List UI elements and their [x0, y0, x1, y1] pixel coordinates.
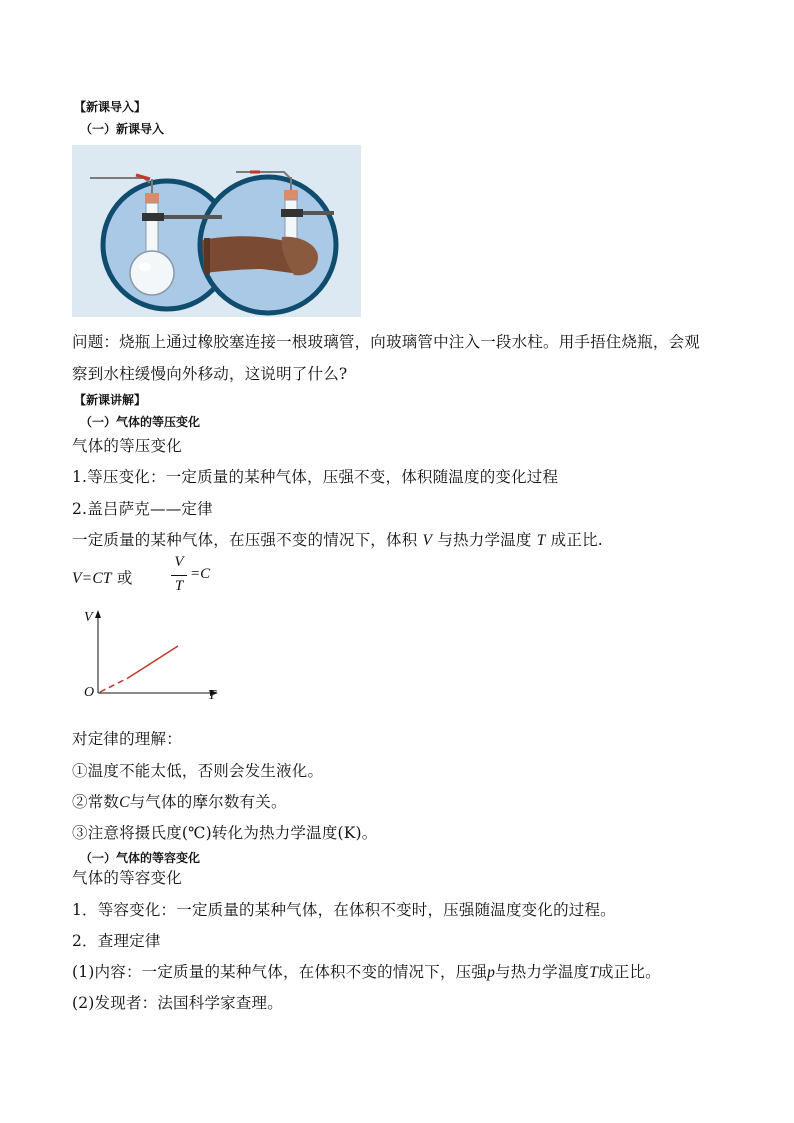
- gay-lussac-statement: [72, 528, 603, 550]
- section-heading-new-lesson-intro: 【新课导入】: [74, 100, 147, 114]
- graph-axis-v-label: V: [84, 610, 93, 625]
- formula-or: 或: [116, 569, 133, 587]
- understanding-point-3: ③注意将摄氏度(℃)转化为热力学温度(K)。: [72, 824, 378, 842]
- understanding-title: 对定律的理解：: [72, 730, 182, 748]
- isobaric-point-1: 1.等压变化：一定质量的某种气体，压强不变，体积随温度的变化过程: [72, 468, 559, 486]
- statement-part-c: 成正比.: [550, 531, 603, 549]
- symbol-t-2: T: [589, 964, 599, 981]
- graph-origin-label: O: [84, 685, 95, 700]
- subsection-heading-isobaric: （一）气体的等压变化: [80, 415, 201, 429]
- isochoric-content-c: 成正比。: [598, 963, 661, 981]
- symbol-t: T: [536, 532, 546, 549]
- subsection-heading-isochoric: （一）气体的等容变化: [80, 851, 201, 865]
- question-line-2: 察到水柱缓慢向外移动，这说明了什么?: [72, 365, 348, 383]
- isobaric-point-2: 2.盖吕萨克——定律: [72, 500, 213, 518]
- fraction-numerator: V: [174, 554, 184, 570]
- isochoric-content-b: 与热力学温度: [495, 963, 590, 981]
- formula-v-eq-ct: V=CT: [72, 570, 112, 587]
- question-line-1: 问题：烧瓶上通过橡胶塞连接一根玻璃管，向玻璃管中注入一段水柱。用手捂住烧瓶，会观: [72, 333, 701, 351]
- formula-v-ct: [72, 566, 133, 588]
- isochoric-content-a: (1)内容：一定质量的某种气体，在体积不变的情况下，压强: [72, 963, 488, 981]
- symbol-p: p: [487, 964, 496, 981]
- statement-part-b: 与热力学温度: [437, 531, 532, 549]
- flask-illustration: [72, 145, 361, 317]
- understanding-point-2: [72, 790, 287, 812]
- understanding-point-2-a: ②常数: [72, 793, 120, 811]
- statement-part-a: 一定质量的某种气体，在压强不变的情况下，体积: [72, 531, 418, 549]
- understanding-point-1: ①温度不能太低，否则会发生液化。: [72, 762, 324, 780]
- symbol-c: C: [119, 794, 130, 811]
- symbol-v: V: [422, 532, 433, 549]
- isochoric-content: [72, 960, 661, 982]
- v-t-graph: [78, 608, 228, 708]
- isochoric-point-1: 1．等容变化：一定质量的某种气体，在体积不变时，压强随温度变化的过程。: [72, 901, 616, 919]
- isochoric-point-2: 2．查理定律: [72, 932, 161, 950]
- isochoric-title: 气体的等容变化: [72, 869, 182, 887]
- isobaric-title: 气体的等压变化: [72, 437, 182, 455]
- section-heading-new-lesson-explain: 【新课讲解】: [74, 393, 147, 407]
- fraction-denominator: T: [174, 578, 184, 594]
- understanding-point-2-b: 与气体的摩尔数有关。: [129, 793, 287, 811]
- subsection-heading-intro: （一）新课导入: [80, 122, 165, 136]
- fraction-equals-c: =C: [190, 566, 211, 582]
- fraction-bar: [171, 575, 187, 576]
- isochoric-discoverer: (2)发现者：法国科学家查理。: [72, 994, 283, 1012]
- graph-axis-t-label: T: [208, 688, 216, 703]
